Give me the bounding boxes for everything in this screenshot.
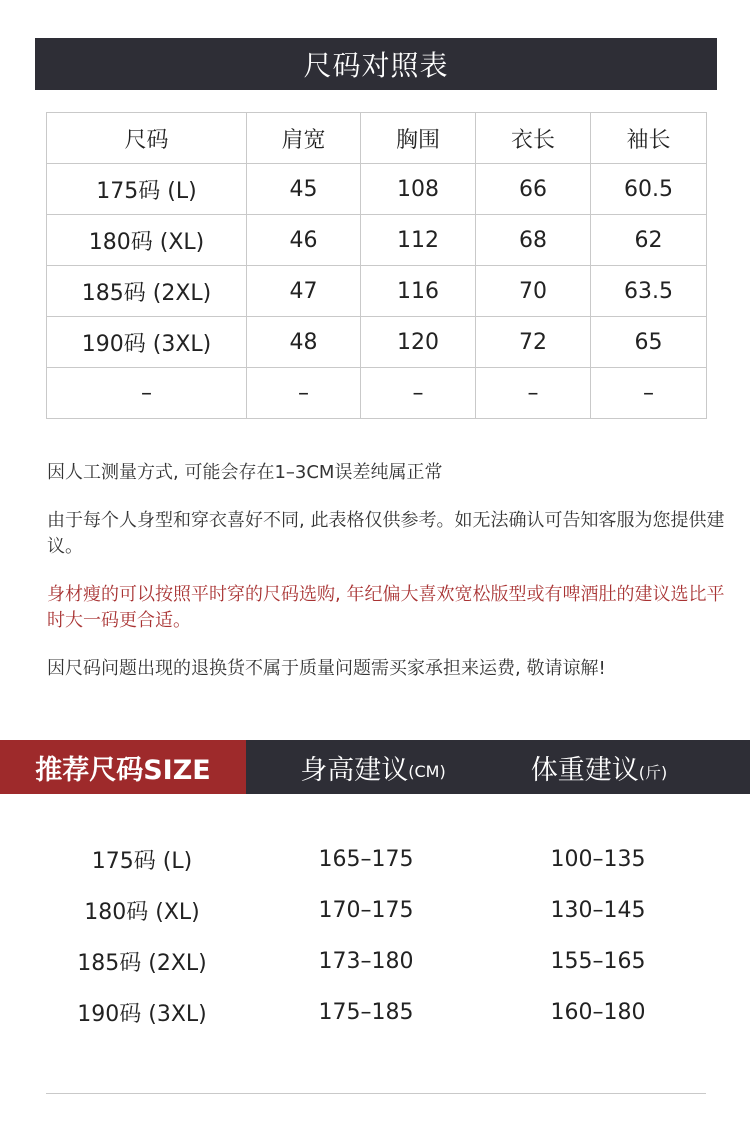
recommend-row: [0, 936, 750, 987]
rec-size: 175码 (L): [91, 849, 193, 874]
rec-size: 185码 (2XL): [77, 951, 207, 976]
recommend-title: 推荐尺码SIZE: [0, 740, 246, 794]
rec-weight: 155–165: [550, 949, 646, 974]
cell-chest: 116: [361, 266, 476, 317]
cell-shoulder: 47: [247, 266, 361, 317]
cell-chest: 112: [361, 215, 476, 266]
cell-sleeve: –: [591, 368, 707, 419]
cell-length: 68: [476, 215, 591, 266]
rec-size: 190码 (3XL): [77, 1002, 207, 1027]
note-sizing-advice: 身材瘦的可以按照平时穿的尺码选购, 年纪偏大喜欢宽松版型或有啤酒肚的建议选比平时大一码更合适。: [47, 584, 725, 631]
recommend-row: [0, 885, 750, 936]
size-chart-table: [46, 112, 707, 419]
recommend-list: [0, 834, 750, 1038]
rec-weight: 100–135: [550, 847, 646, 872]
recommend-header-bar: [0, 740, 750, 794]
table-row: [47, 215, 707, 266]
size-notes: [47, 460, 727, 704]
cell-length: –: [476, 368, 591, 419]
rec-height: 175–185: [318, 1000, 414, 1025]
header-shoulder: 肩宽: [247, 113, 361, 164]
rec-height: 170–175: [318, 898, 414, 923]
cell-shoulder: –: [247, 368, 361, 419]
height-header: [260, 740, 486, 794]
cell-sleeve: 65: [591, 317, 707, 368]
rec-height: 173–180: [318, 949, 414, 974]
table-row: [47, 317, 707, 368]
cell-length: 72: [476, 317, 591, 368]
weight-unit: (斤): [638, 762, 668, 782]
rec-weight: 130–145: [550, 898, 646, 923]
cell-sleeve: 62: [591, 215, 707, 266]
height-unit: (CM): [408, 761, 446, 781]
cell-shoulder: 46: [247, 215, 361, 266]
table-header-row: [47, 113, 707, 164]
cell-shoulder: 48: [247, 317, 361, 368]
bottom-divider: [46, 1093, 706, 1094]
rec-size: 180码 (XL): [84, 900, 200, 925]
cell-length: 70: [476, 266, 591, 317]
recommend-row: [0, 834, 750, 885]
note-return-policy: 因尺码问题出现的退换货不属于质量问题需买家承担来运费, 敬请谅解!: [47, 658, 606, 679]
height-label: 身高建议: [300, 754, 409, 786]
weight-label: 体重建议: [530, 754, 639, 786]
table-row: [47, 164, 707, 215]
note-measurement-error: 因人工测量方式, 可能会存在1–3CM误差纯属正常: [47, 462, 443, 483]
rec-height: 165–175: [318, 847, 414, 872]
cell-sleeve: 63.5: [591, 266, 707, 317]
cell-size: –: [47, 368, 247, 419]
header-sleeve: 袖长: [591, 113, 707, 164]
cell-chest: –: [361, 368, 476, 419]
weight-header: [486, 740, 712, 794]
cell-chest: 108: [361, 164, 476, 215]
header-chest: 胸围: [361, 113, 476, 164]
cell-size: 185码 (2XL): [47, 266, 247, 317]
header-size: 尺码: [47, 113, 247, 164]
recommend-row: [0, 987, 750, 1038]
header-length: 衣长: [476, 113, 591, 164]
cell-shoulder: 45: [247, 164, 361, 215]
size-chart-title: 尺码对照表: [35, 38, 717, 90]
rec-weight: 160–180: [550, 1000, 646, 1025]
table-row: [47, 266, 707, 317]
cell-size: 175码 (L): [47, 164, 247, 215]
cell-size: 190码 (3XL): [47, 317, 247, 368]
cell-sleeve: 60.5: [591, 164, 707, 215]
cell-length: 66: [476, 164, 591, 215]
cell-size: 180码 (XL): [47, 215, 247, 266]
table-row: [47, 368, 707, 419]
note-reference-only: 由于每个人身型和穿衣喜好不同, 此表格仅供参考。如无法确认可告知客服为您提供建议。: [47, 510, 725, 557]
cell-chest: 120: [361, 317, 476, 368]
